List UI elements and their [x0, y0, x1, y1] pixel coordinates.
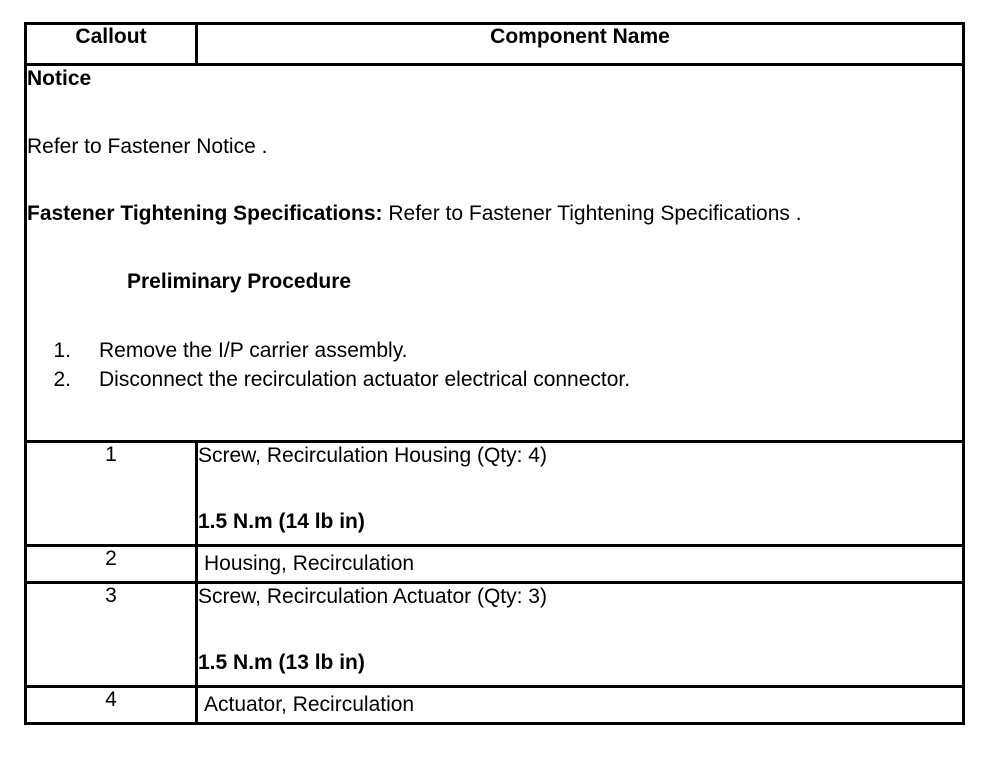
- component-name: Actuator, Recirculation: [204, 693, 415, 716]
- table-row: [26, 687, 964, 724]
- component-cell: [197, 583, 964, 687]
- table-row: [26, 583, 964, 687]
- component-cell: [197, 442, 964, 546]
- procedure-steps: [27, 336, 962, 394]
- tightening-spec-label: Fastener Tightening Specifications:: [27, 202, 383, 225]
- table-row: [26, 546, 964, 583]
- notice-row: [26, 65, 964, 442]
- step-text: Disconnect the recirculation actuator electrical connector.: [99, 368, 631, 391]
- notice-title: Notice: [27, 67, 92, 90]
- preliminary-procedure-title: Preliminary Procedure: [127, 270, 352, 293]
- torque-spec: 1.5 N.m (14 lb in): [198, 510, 365, 533]
- notice-cell: [26, 65, 964, 442]
- tightening-spec-text: Refer to Fastener Tightening Specifications .: [382, 202, 802, 225]
- procedure-step: [27, 336, 962, 365]
- component-cell: [197, 687, 964, 724]
- callout-cell: 1: [26, 442, 197, 546]
- component-cell: [197, 546, 964, 583]
- component-name: Screw, Recirculation Actuator (Qty: 3): [198, 585, 547, 608]
- step-number: 1.: [53, 339, 71, 362]
- callout-cell: 2: [26, 546, 197, 583]
- callout-header: Callout: [26, 24, 197, 65]
- table-row: [26, 442, 964, 546]
- component-name: Housing, Recirculation: [204, 552, 415, 575]
- callout-cell: 3: [26, 583, 197, 687]
- step-text: Remove the I/P carrier assembly.: [99, 339, 408, 362]
- component-name-header: Component Name: [197, 24, 964, 65]
- table-header-row: [26, 24, 964, 65]
- component-table: [24, 22, 965, 725]
- tightening-spec-line: [27, 201, 962, 227]
- torque-spec: 1.5 N.m (13 lb in): [198, 651, 365, 674]
- callout-cell: 4: [26, 687, 197, 724]
- component-name: Screw, Recirculation Housing (Qty: 4): [198, 444, 547, 467]
- step-number: 2.: [53, 368, 71, 391]
- fastener-notice-text: Refer to Fastener Notice .: [27, 135, 268, 158]
- procedure-step: [27, 365, 962, 394]
